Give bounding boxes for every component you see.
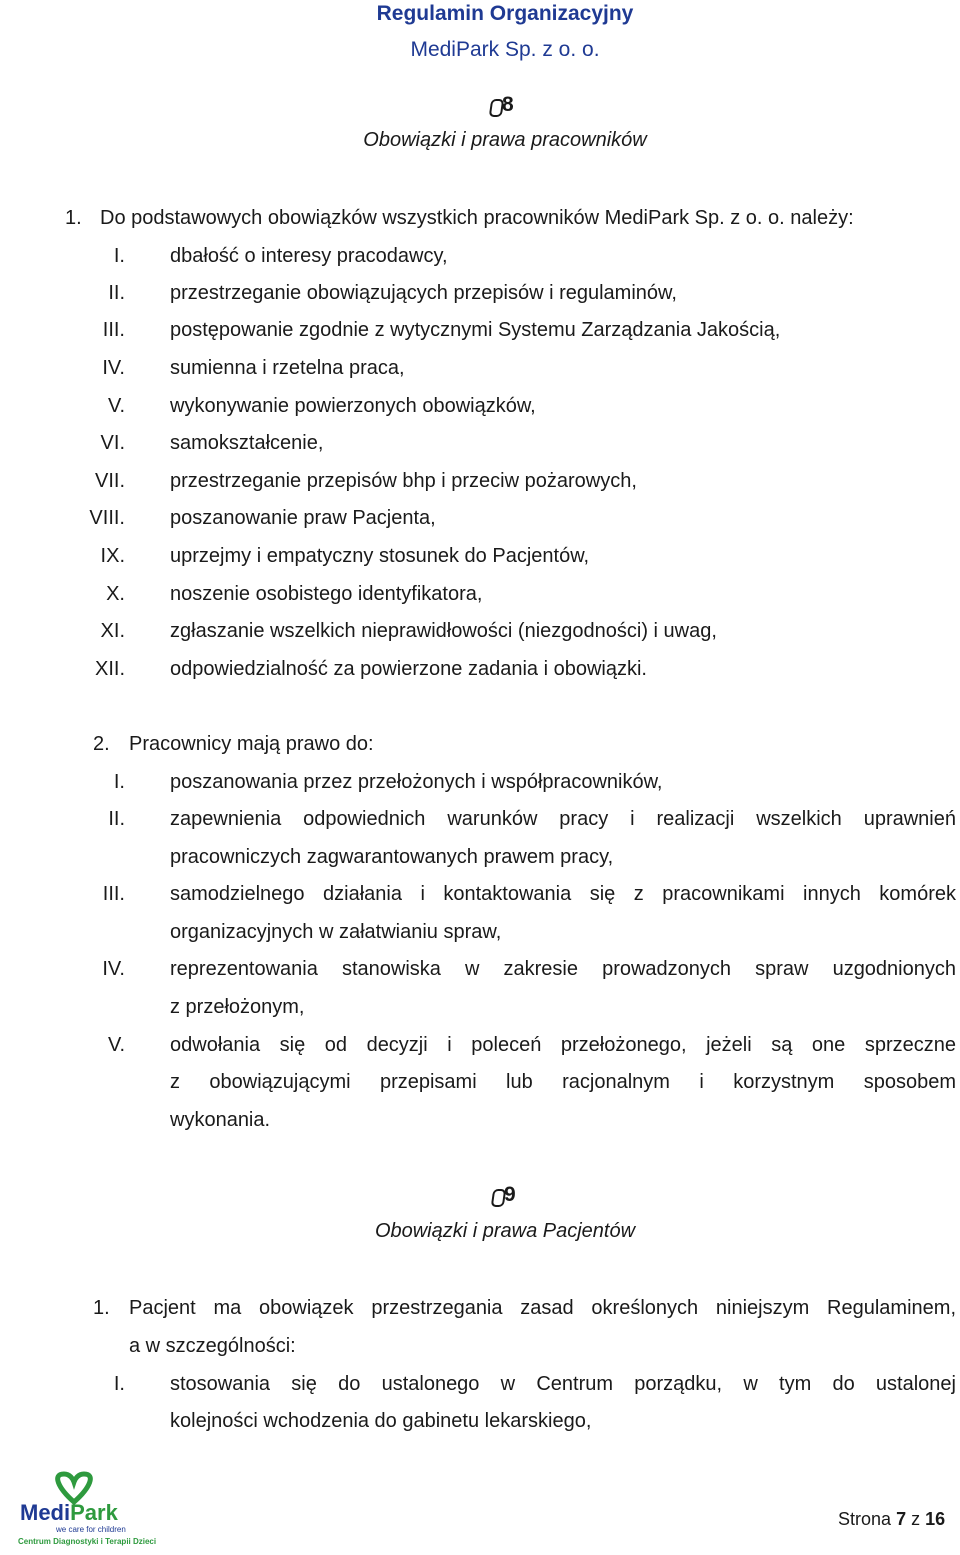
section-number-text: 9: [504, 1183, 516, 1206]
item-text: Do podstawowych obowiązków wszystkich pracowników MediPark Sp. z o. o. należy:: [100, 207, 854, 229]
list-item-numeral: IV.: [102, 357, 125, 379]
list-item-text: poszanowania przez przełożonych i współpracowników,: [170, 771, 663, 793]
page-prefix: Strona: [838, 1509, 892, 1529]
section-8-number: [502, 93, 514, 117]
company-name: MediPark Sp. z o. o.: [410, 38, 600, 61]
list-item-text: odwołania się od decyzji i poleceń przełożonego, jeżeli są one sprzeczne: [170, 1034, 956, 1056]
section-9-heading: Obowiązki i prawa Pacjentów: [374, 1220, 636, 1242]
list-item-numeral: V.: [107, 1034, 125, 1056]
list-item-numeral: I.: [113, 771, 125, 793]
page-total: 16: [925, 1509, 946, 1529]
logo-caption: Centrum Diagnostyki i Terapii Dzieci: [18, 1537, 157, 1546]
list-item-text: samodzielnego działania i kontaktowania się z pracownikami innych komórek: [170, 883, 956, 905]
logo-text-park: Park: [70, 1500, 118, 1525]
list-item-text: dbałość o interesy pracodawcy,: [170, 245, 448, 267]
logo-text-medi: Medi: [20, 1500, 71, 1525]
list-item-numeral: VI.: [100, 432, 125, 454]
document-title: Regulamin Organizacyjny: [376, 2, 634, 25]
item-text: a w szczególności:: [129, 1335, 296, 1357]
list-item-text: z obowiązującymi przepisami lub racjonalnym i korzystnym sposobem: [170, 1071, 956, 1093]
list-item-numeral: V.: [107, 395, 125, 417]
page-current: 7: [896, 1509, 907, 1529]
page-separator: z: [911, 1509, 921, 1529]
list-item-text: wykonywanie powierzonych obowiązków,: [170, 395, 536, 417]
list-item-text: samokształcenie,: [170, 432, 324, 454]
list-item-text: przestrzeganie obowiązujących przepisów i regulaminów,: [170, 282, 677, 304]
section-number-text: 8: [502, 93, 514, 116]
list-item-text: wykonania.: [170, 1109, 271, 1131]
list-item-numeral: I.: [113, 245, 125, 267]
medipark-logo: [18, 1470, 157, 1550]
section-9-number: [504, 1183, 516, 1207]
list-item-text: reprezentowania stanowiska w zakresie prowadzonych spraw uzgodnionych: [170, 958, 956, 980]
list-item-text: przestrzeganie przepisów bhp i przeciw pożarowych,: [170, 470, 637, 492]
list-item-text: poszanowanie praw Pacjenta,: [170, 507, 436, 529]
list-item-numeral: IX.: [100, 545, 125, 567]
item-number: 1.: [65, 207, 82, 229]
list-item-numeral: II.: [108, 808, 125, 830]
list-item-numeral: I.: [113, 1373, 125, 1395]
list-item-numeral: II.: [108, 282, 125, 304]
page-number: [838, 1509, 945, 1530]
list-item-numeral: III.: [102, 883, 125, 905]
list-item-numeral: III.: [102, 319, 125, 341]
item-text: Pracownicy mają prawo do:: [129, 733, 374, 755]
logo-tagline: we care for children: [56, 1525, 126, 1534]
list-item-text: postępowanie zgodnie z wytycznymi Systemu Zarządzania Jakością,: [170, 319, 781, 341]
list-item-text: odpowiedzialność za powierzone zadania i obowiązki.: [170, 658, 647, 680]
list-item-numeral: VIII.: [89, 507, 125, 529]
section-8-heading: Obowiązki i prawa pracowników: [363, 129, 647, 151]
list-item-numeral: X.: [106, 583, 125, 605]
item-text: Pacjent ma obowiązek przestrzegania zasad określonych niniejszym Regulaminem,: [129, 1297, 956, 1319]
list-item-text: kolejności wchodzenia do gabinetu lekarskiego,: [170, 1410, 592, 1432]
list-item-text: zapewnienia odpowiednich warunków pracy i realizacji wszelkich uprawnień: [170, 808, 956, 830]
list-item-text: organizacyjnych w załatwianiu spraw,: [170, 921, 502, 943]
list-item-text: z przełożonym,: [170, 996, 305, 1018]
list-item-text: uprzejmy i empatyczny stosunek do Pacjentów,: [170, 545, 590, 567]
item-number: 2.: [93, 733, 110, 755]
list-item-text: pracowniczych zagwarantowanych prawem pracy,: [170, 846, 614, 868]
list-item-numeral: IV.: [102, 958, 125, 980]
list-item-text: stosowania się do ustalonego w Centrum porządku, w tym do ustalonej: [170, 1373, 956, 1395]
list-item-numeral: VII.: [94, 470, 125, 492]
list-item-text: noszenie osobistego identyfikatora,: [170, 583, 483, 605]
list-item-text: sumienna i rzetelna praca,: [170, 357, 405, 379]
list-item-numeral: XII.: [94, 658, 125, 680]
item-number: 1.: [93, 1297, 110, 1319]
list-item-numeral: XI.: [100, 620, 125, 642]
list-item-text: zgłaszanie wszelkich nieprawidłowości (niezgodności) i uwag,: [170, 620, 717, 642]
